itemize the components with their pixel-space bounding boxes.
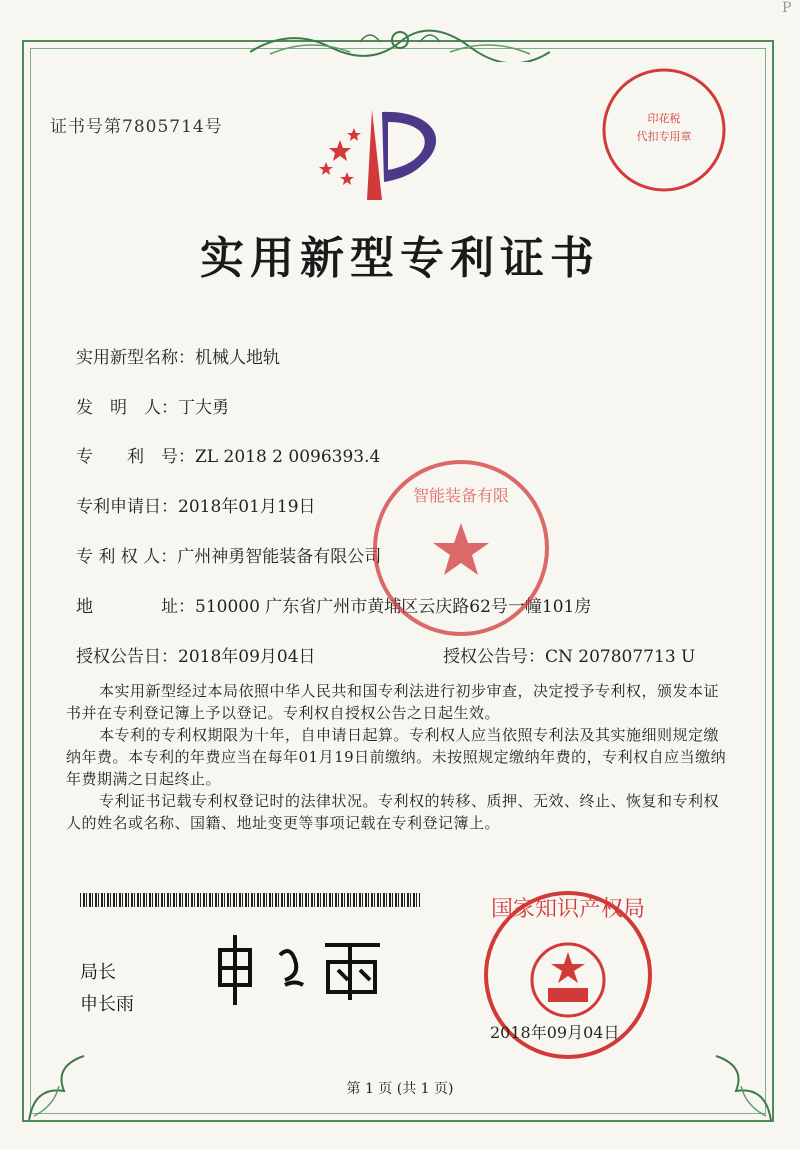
body-paragraph-2: 本专利的专利权期限为十年，自申请日起算。专利权人应当依照专利法及其实施细则规定缴纳年费。本专利的年费应当在每年01月19日前缴纳。未按照规定缴纳年费的，专利权自应当缴纳年费期满之日起终止。 bbox=[66, 726, 727, 788]
page-footer: 第 1 页 (共 1 页) bbox=[346, 1081, 454, 1097]
director-title: 局长 bbox=[80, 962, 116, 983]
barcode bbox=[80, 893, 420, 907]
company-seal bbox=[366, 453, 556, 643]
svg-text:智能装备有限: 智能装备有限 bbox=[412, 486, 510, 505]
publication-number-label: 授权公告号： bbox=[443, 647, 545, 667]
body-paragraph-3: 专利证书记载专利权登记时的法律状况。专利权的转移、质押、无效、终止、恢复和专利权人的姓名或名称、国籍、地址变更等事项记载在专利登记簿上。 bbox=[66, 792, 720, 832]
patentee-label: 专 利 权 人： bbox=[76, 547, 178, 567]
filing-date-field bbox=[76, 492, 316, 517]
certificate-number: 证书号第7805714号 bbox=[50, 117, 223, 137]
publication-number-value: CN 207807713 U bbox=[545, 647, 696, 667]
patentee-field bbox=[76, 542, 381, 567]
inventor-value: 丁大勇 bbox=[178, 398, 229, 418]
svg-text:国家知识产权局: 国家知识产权局 bbox=[490, 897, 646, 922]
address-value: 510000 广东省广州市黄埔区云庆路62号一幢101房 bbox=[195, 597, 592, 617]
top-ornament-icon bbox=[250, 22, 550, 62]
seal-date: 2018年09月04日 bbox=[490, 1023, 620, 1042]
patent-number-label: 专 利 号： bbox=[76, 447, 195, 467]
patent-number-field bbox=[76, 442, 380, 467]
body-paragraph-1: 本实用新型经过本局依照中华人民共和国专利法进行初步审查，决定授予专利权，颁发本证书并在专利登记簿上予以登记。专利权自授权公告之日起生效。 bbox=[66, 682, 720, 722]
utility-model-name-value: 机械人地轨 bbox=[195, 348, 280, 368]
certificate-title: 实用新型专利证书 bbox=[200, 233, 600, 284]
patent-number-value: ZL 2018 2 0096393.4 bbox=[195, 447, 381, 467]
svg-text:代扣专用章: 代扣专用章 bbox=[636, 130, 692, 143]
director-signature bbox=[210, 930, 390, 1010]
inventor-field bbox=[76, 393, 229, 418]
patent-office-emblem-icon bbox=[312, 100, 462, 210]
filing-date-label: 专利申请日： bbox=[76, 497, 178, 517]
utility-model-name-field bbox=[76, 343, 280, 368]
patentee-value: 广州神勇智能装备有限公司 bbox=[177, 547, 382, 567]
svg-text:印花税: 印花税 bbox=[647, 112, 681, 125]
certificate-body bbox=[66, 680, 728, 834]
grant-date-value: 2018年09月04日 bbox=[178, 647, 316, 667]
inventor-label: 发 明 人： bbox=[76, 398, 178, 418]
edge-mark: P bbox=[782, 0, 792, 16]
utility-model-name-label: 实用新型名称： bbox=[76, 348, 195, 368]
tax-stamp bbox=[594, 60, 734, 200]
grant-date-field bbox=[76, 642, 316, 667]
address-label: 地 址： bbox=[76, 597, 195, 617]
filing-date-value: 2018年01月19日 bbox=[178, 497, 316, 517]
director-name: 申长雨 bbox=[80, 994, 134, 1015]
grant-date-label: 授权公告日： bbox=[76, 647, 178, 667]
publication-number-field bbox=[443, 642, 695, 667]
